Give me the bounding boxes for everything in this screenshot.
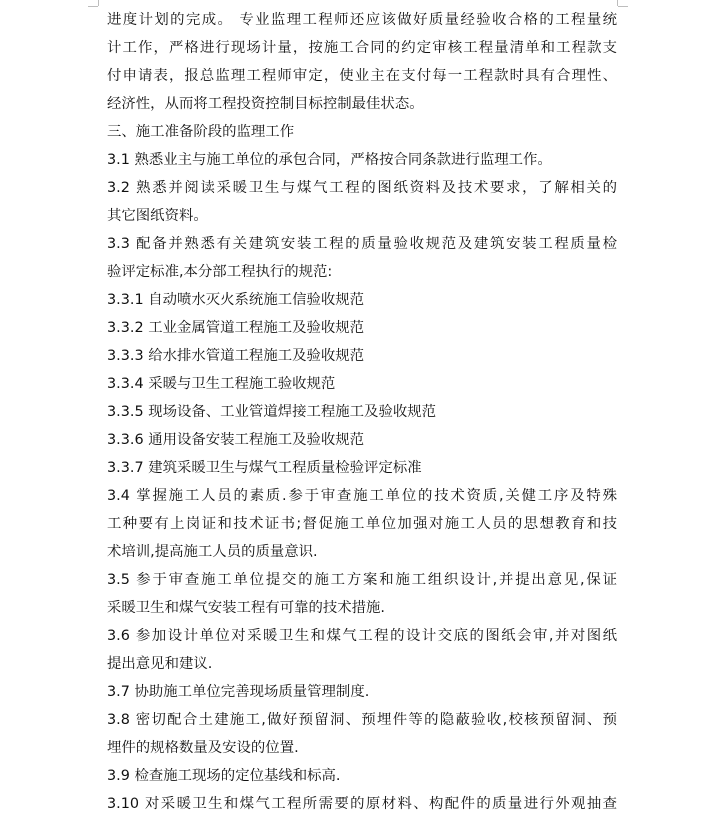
text-line: 其它图纸资料。 bbox=[107, 208, 208, 224]
text-line: 3.1 熟悉业主与施工单位的承包合同，严格按合同条款进行监理工作。 bbox=[107, 152, 552, 168]
text-line: 术培训,提高施工人员的质量意识. bbox=[107, 544, 318, 560]
text-line: 采暖卫生和煤气安装工程有可靠的技术措施. bbox=[107, 600, 385, 616]
list-item: 3.3.4 采暖与卫生工程施工验收规范 bbox=[107, 376, 336, 392]
list-item: 3.3.3 给水排水管道工程施工及验收规范 bbox=[107, 348, 365, 364]
list-item: 3.3.5 现场设备、工业管道焊接工程施工及验收规范 bbox=[107, 404, 437, 420]
text-line: 3.4 掌握施工人员的素质.参于审查施工单位的技术资质,关健工序及特殊 bbox=[107, 488, 617, 504]
page-corner-mark-right-horizontal bbox=[618, 6, 628, 7]
list-item: 3.3.7 建筑采暖卫生与煤气工程质量检验评定标准 bbox=[107, 460, 422, 476]
text-line: 3.6 参加设计单位对采暖卫生和煤气工程的设计交底的图纸会审,并对图纸 bbox=[107, 628, 617, 644]
list-item: 3.3.6 通用设备安装工程施工及验收规范 bbox=[107, 432, 365, 448]
text-line: 3.9 检查施工现场的定位基线和标高. bbox=[107, 768, 341, 784]
text-line: 进度计划的完成。 专业监理工程师还应该做好质量经验收合格的工程量统 bbox=[107, 12, 617, 28]
text-line: 3.10 对采暖卫生和煤气工程所需要的原材料、构配件的质量进行外观抽查 bbox=[107, 796, 617, 812]
text-line: 3.2 熟悉并阅读采暖卫生与煤气工程的图纸资料及技术要求，了解相关的 bbox=[107, 180, 617, 196]
list-item: 3.3.1 自动喷水灭火系统施工信验收规范 bbox=[107, 292, 365, 308]
section-heading: 三、施工准备阶段的监理工作 bbox=[107, 124, 295, 140]
text-line: 埋件的规格数量及安设的位置. bbox=[107, 740, 299, 756]
text-line: 3.5 参于审查施工单位提交的施工方案和施工组织设计,并提出意见,保证 bbox=[107, 572, 617, 588]
text-line: 3.7 协助施工单位完善现场质量管理制度. bbox=[107, 684, 370, 700]
text-line: 3.3 配备并熟悉有关建筑安装工程的质量验收规范及建筑安装工程质量检 bbox=[107, 236, 617, 252]
text-line: 工种要有上岗证和技术证书;督促施工单位加强对施工人员的思想教育和技 bbox=[107, 516, 617, 532]
text-line: 提出意见和建议. bbox=[107, 656, 213, 672]
page-corner-mark-left-horizontal bbox=[88, 6, 98, 7]
text-line: 付申请表，报总监理工程师审定，使业主在支付每一工程款时具有合理性、 bbox=[107, 68, 617, 84]
text-line: 验评定标准,本分部工程执行的规范: bbox=[107, 264, 333, 280]
text-line: 经济性，从而将工程投资控制目标控制最佳状态。 bbox=[107, 96, 424, 112]
text-line: 计工作，严格进行现场计量，按施工合同的约定审核工程量清单和工程款支 bbox=[107, 40, 617, 56]
page-corner-mark-left bbox=[98, 0, 99, 6]
text-line: 3.8 密切配合土建施工,做好预留洞、预埋件等的隐蔽验收,校核预留洞、预 bbox=[107, 712, 617, 728]
list-item: 3.3.2 工业金属管道工程施工及验收规范 bbox=[107, 320, 365, 336]
document-body bbox=[107, 6, 617, 818]
